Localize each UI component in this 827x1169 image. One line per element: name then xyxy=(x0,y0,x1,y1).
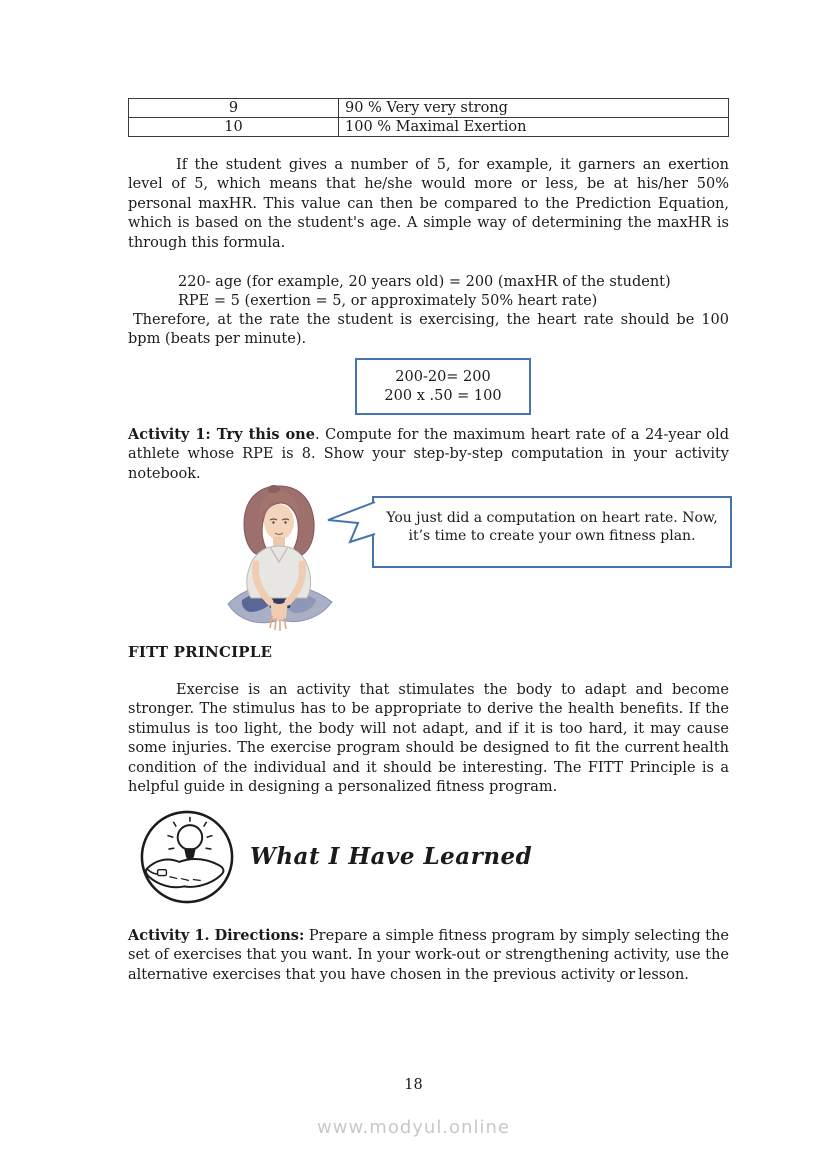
therefore-paragraph: Therefore, at the rate the student is exercising, the heart rate should be 100 bpm (beats per minute). xyxy=(128,312,729,348)
activity-directions-text: Prepare a simple fitness program by simply selecting the set of exercises that you want. In your work-out or strengthening activity, use the alternative exercises that you have chosen in the previous activity or lesson. xyxy=(128,928,729,983)
fitt-principle-paragraph: Exercise is an activity that stimulates the body to adapt and become stronger. The stimulus has to be appropriate to derive the health benefits. If the stimulus is too light, the body will not adapt, and if it is too hard, it may cause some injuries. The exercise program should be designed to fit the current health condition of the individual and it should be interesting. The FITT Principle is a helpful guide in designing a personalized fitness program. xyxy=(128,682,729,796)
table-row xyxy=(129,99,729,118)
speech-bubble xyxy=(372,496,732,568)
computation-line-2: 200 x .50 = 100 xyxy=(384,388,502,404)
exertion-scale-table xyxy=(128,98,729,137)
computation-box xyxy=(355,358,531,415)
lightbulb-in-hand-icon xyxy=(138,808,236,906)
computation-line-1: 200-20= 200 xyxy=(395,369,491,385)
what-i-have-learned-heading: What I Have Learned xyxy=(250,843,533,870)
speech-bubble-tail xyxy=(326,498,376,548)
intro-paragraph: If the student gives a number of 5, for example, it garners an exertion level of 5, which means that he/she would more or less, be at his/her 50% personal maxHR. This value can then be compared to the Prediction Equation, which is based on the student's age. A simple way of determining the maxHR is through this formula. xyxy=(128,157,729,251)
fitt-principle-heading: FITT PRINCIPLE xyxy=(128,643,273,661)
formula-line-1: 220- age (for example, 20 years old) = 200 (maxHR of the student) xyxy=(178,274,671,290)
activity-try-paragraph xyxy=(128,425,729,484)
watermark: www.modyul.online xyxy=(317,1117,510,1138)
table-row xyxy=(129,118,729,137)
activity-directions-paragraph xyxy=(128,926,729,985)
speech-bubble-line-2: it’s time to create your own fitness plan. xyxy=(408,528,696,544)
activity-directions-label: Activity 1. Directions: xyxy=(128,927,305,944)
scale-cell: 10 xyxy=(129,118,339,137)
description-cell: 90 % Very very strong xyxy=(339,99,729,118)
formula-line-2: RPE = 5 (exertion = 5, or approximately 50% heart rate) xyxy=(178,293,598,309)
activity-try-label: Activity 1: Try this one xyxy=(128,426,315,443)
description-cell: 100 % Maximal Exertion xyxy=(339,118,729,137)
activity-try-text: . Compute for the maximum heart rate of a 24-year old athlete whose RPE is 8. Show your step-by-step computation in your activity notebook. xyxy=(128,427,729,482)
page-number: 18 xyxy=(404,1077,423,1093)
speech-bubble-line-1: You just did a computation on heart rate. Now, xyxy=(386,510,718,526)
scale-cell: 9 xyxy=(129,99,339,118)
